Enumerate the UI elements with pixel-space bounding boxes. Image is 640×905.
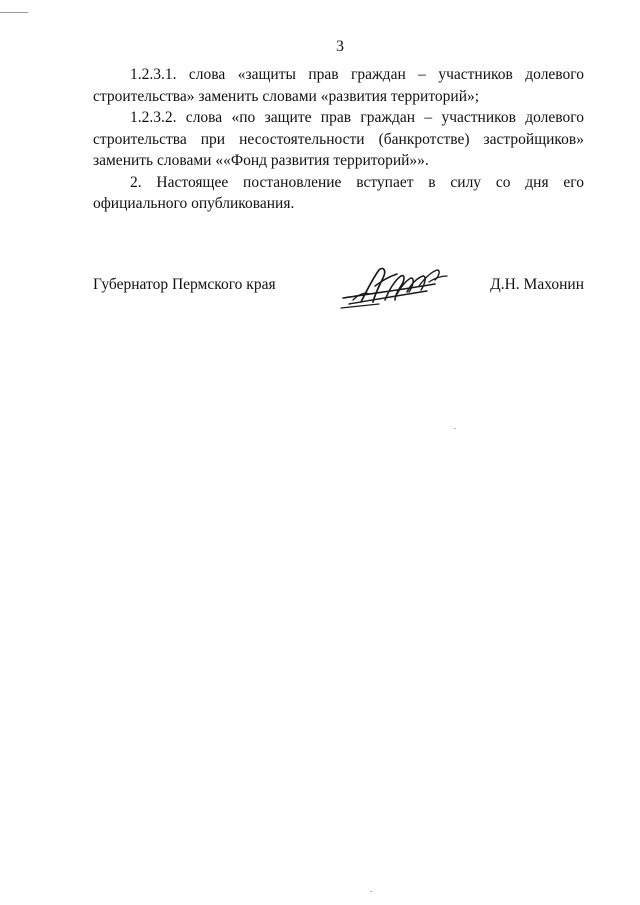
signatory-position: Губернатор Пермского края bbox=[93, 276, 276, 293]
signature-block bbox=[93, 264, 584, 314]
page-number: 3 bbox=[336, 38, 344, 55]
paragraph-2: 2. Настоящее постановление вступает в силу со дня его официального опубликования. bbox=[93, 173, 584, 212]
scan-corner-line bbox=[0, 12, 28, 13]
paragraph-1-2-3-2: 1.2.3.2. слова «по защите прав граждан – участников долевого строительства при несостоятельности (банкротстве) застройщиков» заменить словами ««Фонд развития территорий»». bbox=[93, 109, 584, 169]
scan-speck bbox=[370, 891, 372, 892]
signatory-name: Д.Н. Махонин bbox=[490, 276, 584, 293]
scan-speck bbox=[454, 428, 456, 429]
paragraph-1-2-3-1: 1.2.3.1. слова «защиты прав граждан – участников долевого строительства» заменить словами «развития территорий»; bbox=[93, 66, 584, 105]
handwritten-signature-icon bbox=[339, 264, 451, 312]
document-body bbox=[93, 64, 584, 215]
